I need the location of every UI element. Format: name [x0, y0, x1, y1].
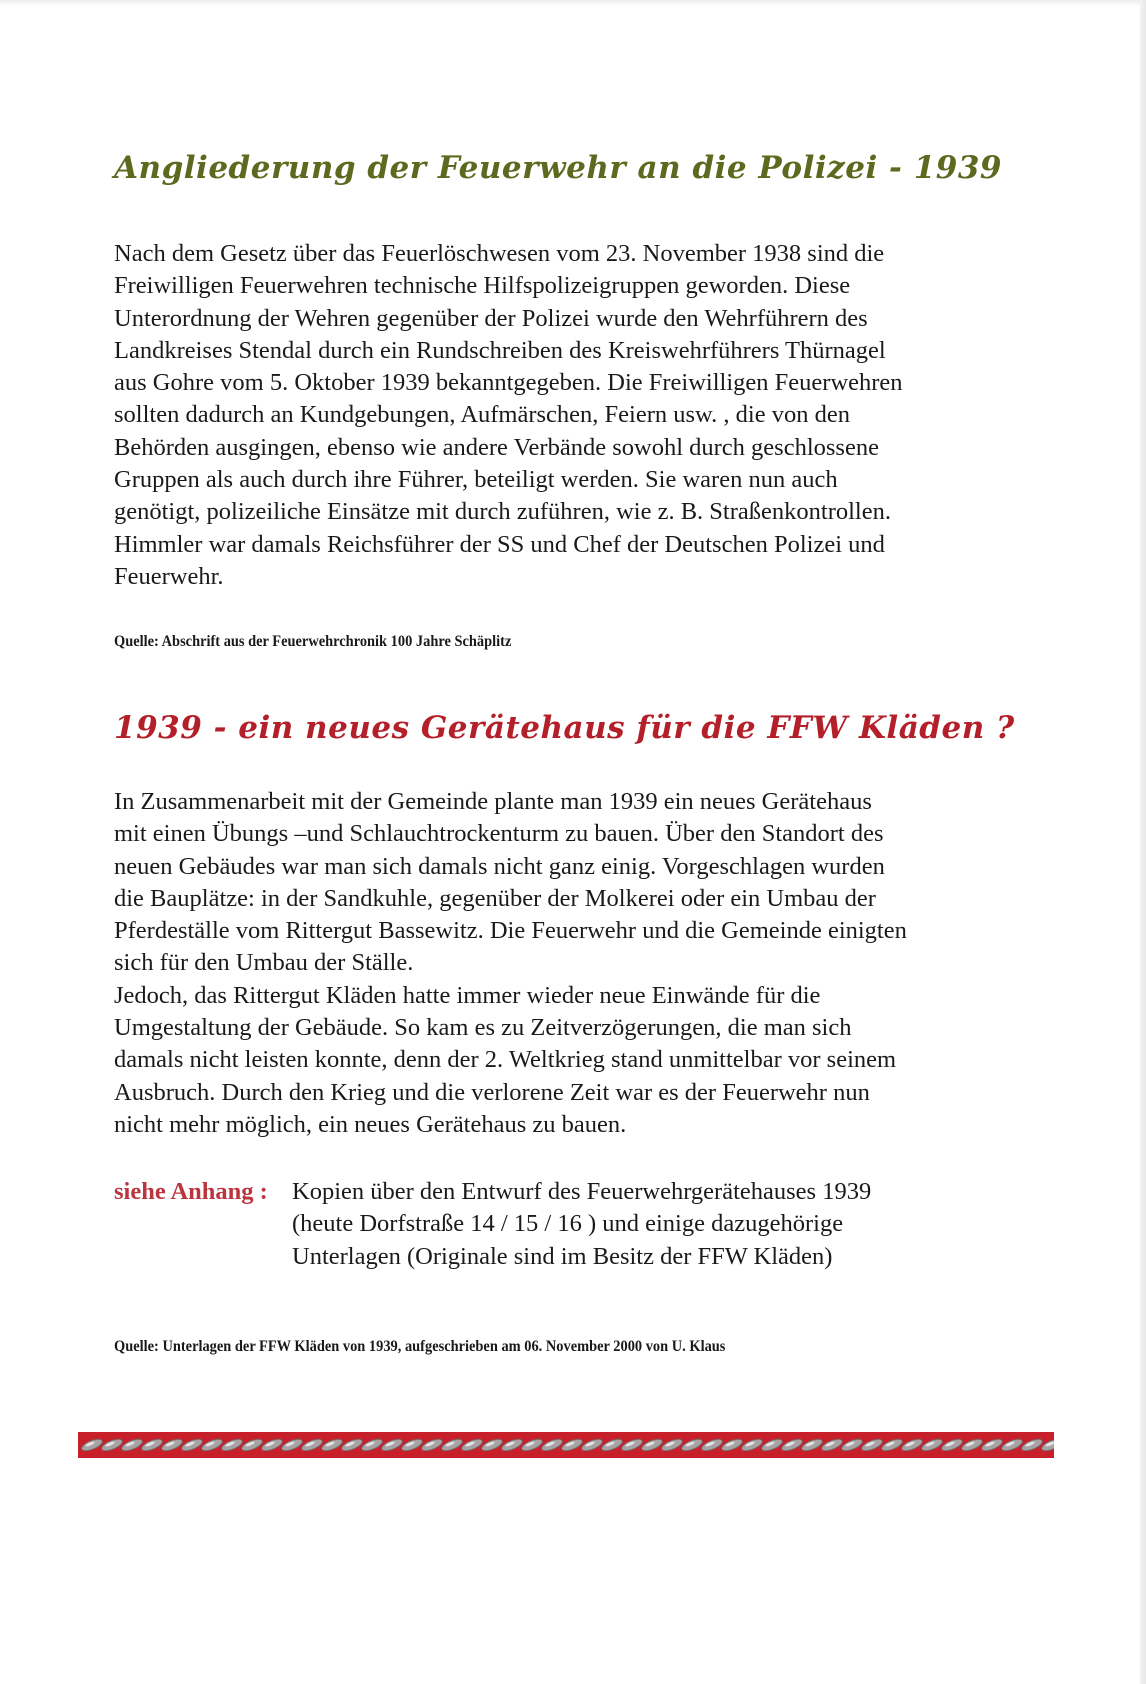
- text-line: aus Gohre vom 5. Oktober 1939 bekanntgegeben. Die Freiwilligen Feuerwehren: [114, 369, 903, 397]
- text-line: Unterordnung der Wehren gegenüber der Polizei wurde den Wehrführern des: [114, 304, 868, 332]
- braid-link: [160, 1437, 184, 1453]
- braid-link: [960, 1437, 984, 1453]
- braid-link: [300, 1437, 324, 1453]
- text-line: Ausbruch. Durch den Krieg und die verlorene Zeit war es der Feuerwehr nun: [114, 1078, 870, 1106]
- text-line: Gruppen als auch durch ihre Führer, beteiligt werden. Sie waren nun auch: [114, 466, 838, 494]
- braid-link: [580, 1437, 604, 1453]
- braid-ornament: [78, 1432, 1054, 1458]
- braid-link: [100, 1437, 124, 1453]
- braid-link: [320, 1437, 344, 1453]
- braid-link: [860, 1437, 884, 1453]
- text-line: Freiwilligen Feuerwehren technische Hilfspolizeigruppen geworden. Diese: [114, 272, 851, 300]
- braid-link: [800, 1437, 824, 1453]
- braid-link: [760, 1437, 784, 1453]
- section1-source: Quelle: Abschrift aus der Feuerwehrchronik 100 Jahre Schäplitz: [114, 633, 512, 650]
- braid-link: [220, 1437, 244, 1453]
- decorative-border: [78, 1432, 1054, 1458]
- section1-heading: Angliederung der Feuerwehr an die Polizei - 1939: [114, 150, 1002, 186]
- section1-paragraph: [114, 238, 994, 593]
- braid-link: [780, 1437, 804, 1453]
- page-edge-top: [0, 0, 1146, 6]
- braid-link: [940, 1437, 964, 1453]
- text-line: Pferdeställe vom Rittergut Bassewitz. Die Feuerwehr und die Gemeinde einigten: [114, 917, 907, 945]
- appendix-line: (heute Dorfstraße 14 / 15 / 16 ) und einige dazugehörige: [292, 1210, 844, 1238]
- braid-link: [120, 1437, 144, 1453]
- page-edge-right: [1140, 0, 1146, 1684]
- braid-link: [560, 1437, 584, 1453]
- braid-link: [740, 1437, 764, 1453]
- section2-source: Quelle: Unterlagen der FFW Kläden von 1939, aufgeschrieben am 06. November 2000 von U. Klaus: [114, 1338, 726, 1355]
- braid-link: [660, 1437, 684, 1453]
- braid-link: [480, 1437, 504, 1453]
- braid-link: [460, 1437, 484, 1453]
- braid-link: [980, 1437, 1004, 1453]
- braid-link: [360, 1437, 384, 1453]
- braid-link: [620, 1437, 644, 1453]
- braid-link: [200, 1437, 224, 1453]
- braid-link: [540, 1437, 564, 1453]
- braid-link: [400, 1437, 424, 1453]
- text-line: In Zusammenarbeit mit der Gemeinde plante man 1939 ein neues Gerätehaus: [114, 788, 872, 815]
- braid-link: [1020, 1437, 1044, 1453]
- braid-link: [520, 1437, 544, 1453]
- braid-link: [280, 1437, 304, 1453]
- braid-link: [640, 1437, 664, 1453]
- text-line: sich für den Umbau der Ställe.: [114, 949, 414, 977]
- braid-link: [500, 1437, 524, 1453]
- braid-link: [680, 1437, 704, 1453]
- text-line: neuen Gebäudes war man sich damals nicht ganz einig. Vorgeschlagen wurden: [114, 852, 885, 880]
- braid-link: [420, 1437, 444, 1453]
- braid-link: [140, 1437, 164, 1453]
- braid-link: [440, 1437, 464, 1453]
- text-line: Behörden ausgingen, ebenso wie andere Verbände sowohl durch geschlossene: [114, 433, 879, 461]
- braid-link: [260, 1437, 284, 1453]
- braid-link: [700, 1437, 724, 1453]
- text-line: Jedoch, das Rittergut Kläden hatte immer wieder neue Einwände für die: [114, 981, 821, 1009]
- text-line: Landkreises Stendal durch ein Rundschreiben des Kreiswehrführers Thürnagel: [114, 336, 886, 364]
- text-line: die Bauplätze: in der Sandkuhle, gegenüber der Molkerei oder ein Umbau der: [114, 884, 876, 912]
- text-line: sollten dadurch an Kundgebungen, Aufmärschen, Feiern usw. , die von den: [114, 401, 850, 429]
- braid-link: [880, 1437, 904, 1453]
- text-line: damals nicht leisten konnte, denn der 2. Weltkrieg stand unmittelbar vor seinem: [114, 1046, 897, 1074]
- braid-link: [820, 1437, 844, 1453]
- braid-link: [920, 1437, 944, 1453]
- appendix-line: Kopien über den Entwurf des Feuerwehrgerätehauses 1939: [292, 1178, 872, 1205]
- text-line: Himmler war damals Reichsführer der SS und Chef der Deutschen Polizei und: [114, 530, 885, 558]
- appendix-line: Unterlagen (Originale sind im Besitz der FFW Kläden): [292, 1242, 833, 1270]
- text-line: mit einen Übungs –und Schlauchtrockenturm zu bauen. Über den Standort des: [114, 820, 884, 848]
- text-line: nicht mehr möglich, ein neues Gerätehaus zu bauen.: [114, 1110, 627, 1138]
- braid-link: [180, 1437, 204, 1453]
- braid-link: [600, 1437, 624, 1453]
- braid-link: [240, 1437, 264, 1453]
- text-line: Nach dem Gesetz über das Feuerlöschwesen vom 23. November 1938 sind die: [114, 240, 885, 267]
- braid-link: [840, 1437, 864, 1453]
- braid-link: [340, 1437, 364, 1453]
- braid-link: [80, 1437, 104, 1453]
- text-line: genötigt, polizeiliche Einsätze mit durch zuführen, wie z. B. Straßenkontrollen.: [114, 498, 891, 526]
- braid-link: [380, 1437, 404, 1453]
- appendix-text: [292, 1176, 1012, 1273]
- text-line: Umgestaltung der Gebäude. So kam es zu Zeitverzögerungen, die man sich: [114, 1014, 852, 1042]
- braid-link: [720, 1437, 744, 1453]
- braid-link: [1000, 1437, 1024, 1453]
- section2-paragraph: [114, 786, 994, 1141]
- braid-link: [900, 1437, 924, 1453]
- text-line: Feuerwehr.: [114, 562, 224, 590]
- section2-heading: 1939 - ein neues Gerätehaus für die FFW Kläden ?: [114, 710, 1015, 746]
- appendix-label: siehe Anhang :: [114, 1178, 268, 1205]
